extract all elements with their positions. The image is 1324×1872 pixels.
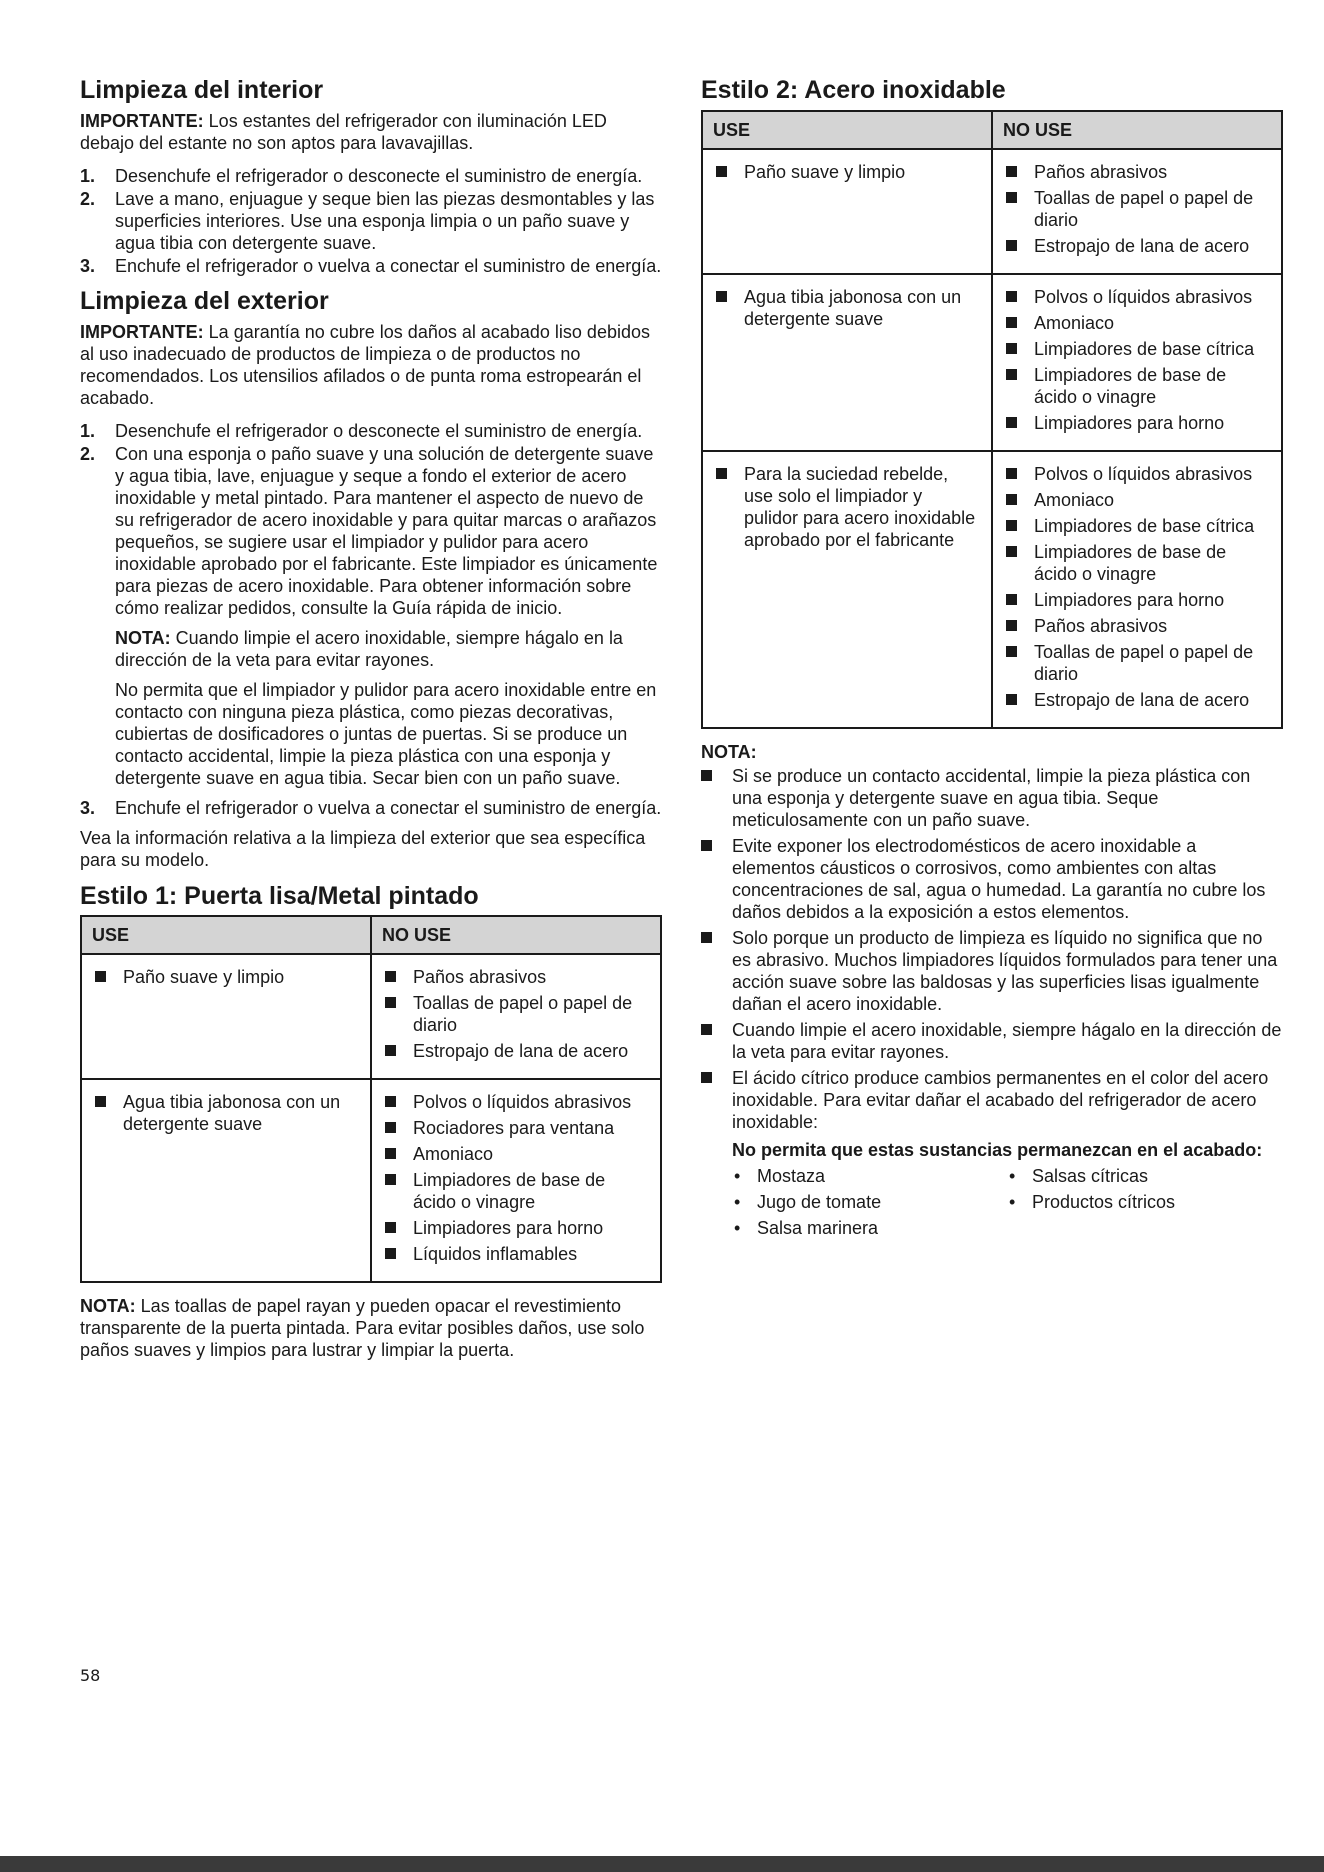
step-text: Con una esponja o paño suave y una solución de detergente suave y agua tibia, lave, enjuague y seque a fondo el exterior de acero inoxidable y metal pintado. Para mantener el aspecto de nuevo de su refrigerador de acero inoxidable y para quitar marcas o arañazos pequeños, se sugiere usar el limpiador y pulidor para acero inoxidable aprobado por el fabricante. Este limpiador es únicamente para piezas de acero inoxidable. Para obtener información sobre cómo realizar pedidos, consulte la Guía rápida de inicio. bbox=[115, 443, 658, 618]
style1-heading: Estilo 1: Puerta lisa/Metal pintado bbox=[80, 881, 479, 910]
table-row bbox=[81, 954, 661, 1079]
table-header-row bbox=[702, 111, 1282, 149]
list-item: Paño suave y limpio bbox=[713, 161, 981, 183]
use-cell bbox=[702, 274, 992, 451]
step-text: Enchufe el refrigerador o vuelva a conectar el suministro de energía. bbox=[115, 797, 662, 818]
list-item: Amoniaco bbox=[382, 1143, 650, 1165]
substance-item: • Jugo de tomate bbox=[732, 1191, 1007, 1213]
list-item: Polvos o líquidos abrasivos bbox=[1003, 286, 1271, 308]
note-item: El ácido cítrico produce cambios permanentes en el color del acero inoxidable. Para evitar dañar el acabado del refrigerador de acero inoxidable: bbox=[701, 1067, 1283, 1133]
exterior-step bbox=[80, 420, 662, 442]
list-item: Estropajo de lana de acero bbox=[1003, 689, 1271, 711]
exterior-important bbox=[80, 321, 662, 409]
substances-list bbox=[732, 1165, 1283, 1243]
list-item: Limpiadores para horno bbox=[1003, 589, 1271, 611]
style1-nota bbox=[80, 1295, 662, 1361]
important-text: La garantía no cubre los daños al acabado liso debidos al uso inadecuado de productos de limpieza o de productos no recomendados. Los utensilios afilados o de punta roma estropearán el acabado. bbox=[80, 321, 650, 408]
substance-item: • Mostaza bbox=[732, 1165, 1007, 1187]
important-text: Los estantes del refrigerador con iluminación LED debajo del estante no son aptos para lavavajillas. bbox=[80, 110, 607, 153]
no-use-cell bbox=[992, 451, 1282, 728]
step-text: Desenchufe el refrigerador o desconecte el suministro de energía. bbox=[115, 420, 643, 441]
step-nota bbox=[115, 627, 662, 671]
use-cell bbox=[81, 954, 371, 1079]
page-number: 58 bbox=[80, 1666, 101, 1685]
table-row bbox=[81, 1079, 661, 1282]
use-cell bbox=[702, 451, 992, 728]
list-item: Agua tibia jabonosa con un detergente suave bbox=[713, 286, 981, 330]
table-row bbox=[702, 274, 1282, 451]
col-no-use-header: NO USE bbox=[992, 111, 1282, 149]
list-item: Toallas de papel o papel de diario bbox=[382, 992, 650, 1036]
list-item: Polvos o líquidos abrasivos bbox=[382, 1091, 650, 1113]
list-item: Amoniaco bbox=[1003, 489, 1271, 511]
col-use-header: USE bbox=[81, 916, 371, 954]
style2-table bbox=[701, 110, 1283, 729]
nota-label: NOTA: bbox=[115, 627, 171, 648]
notes-list bbox=[701, 765, 1283, 1133]
col-no-use-header: NO USE bbox=[371, 916, 661, 954]
list-item: Agua tibia jabonosa con un detergente suave bbox=[92, 1091, 360, 1135]
interior-step bbox=[80, 165, 662, 187]
note-item: Evite exponer los electrodomésticos de acero inoxidable a elementos cáusticos o corrosivos, como ambientes con altas concentraciones de sal, agua o humedad. La garantía no cubre los daños debidos a la exposición a estos elementos. bbox=[701, 835, 1283, 923]
step-extra: No permita que el limpiador y pulidor para acero inoxidable entre en contacto con ninguna pieza plástica, como piezas decorativas, cubiertas de dosificadores o juntas de puertas. Si se produce un contacto accidental, limpie la pieza plástica con una esponja y detergente suave en agua tibia. Secar bien con un paño suave. bbox=[115, 679, 657, 788]
list-item: Limpiadores para horno bbox=[382, 1217, 650, 1239]
list-item: Paños abrasivos bbox=[1003, 615, 1271, 637]
style2-heading: Estilo 2: Acero inoxidable bbox=[701, 76, 1006, 104]
no-use-cell bbox=[371, 1079, 661, 1282]
list-item: Limpiadores para horno bbox=[1003, 412, 1271, 434]
see-info: Vea la información relativa a la limpieza del exterior que sea específica para su modelo. bbox=[80, 827, 646, 870]
list-item: Limpiadores de base de ácido o vinagre bbox=[1003, 364, 1271, 408]
substances-warning: No permita que estas sustancias permanezcan en el acabado: bbox=[732, 1139, 1263, 1160]
note-item: Si se produce un contacto accidental, limpie la pieza plástica con una esponja y detergente suave en agua tibia. Seque meticulosamente con un paño suave. bbox=[701, 765, 1283, 831]
list-item: Paño suave y limpio bbox=[92, 966, 360, 988]
table-row bbox=[702, 149, 1282, 274]
table-row bbox=[702, 451, 1282, 728]
exterior-step bbox=[80, 443, 662, 789]
bottom-bar bbox=[0, 1856, 1324, 1872]
list-item: Paños abrasivos bbox=[1003, 161, 1271, 183]
substance-item: • Salsas cítricas bbox=[1007, 1165, 1282, 1187]
list-item: Estropajo de lana de acero bbox=[382, 1040, 650, 1062]
nota-text: Las toallas de papel rayan y pueden opacar el revestimiento transparente de la puerta pintada. Para evitar posibles daños, use solo paños suaves y limpios para lustrar y limpiar la puerta. bbox=[80, 1296, 645, 1361]
step-number: 2. bbox=[80, 188, 96, 209]
exterior-steps bbox=[80, 420, 662, 819]
note-item: Cuando limpie el acero inoxidable, siempre hágalo en la dirección de la veta para evitar rayones. bbox=[701, 1019, 1283, 1063]
interior-step bbox=[80, 188, 662, 254]
interior-important bbox=[80, 110, 662, 154]
important-label: IMPORTANTE: bbox=[80, 321, 204, 342]
no-use-cell bbox=[371, 954, 661, 1079]
interior-step bbox=[80, 255, 662, 277]
interior-steps bbox=[80, 165, 662, 277]
list-item: Líquidos inflamables bbox=[382, 1243, 650, 1265]
step-number: 3. bbox=[80, 255, 96, 276]
list-item: Amoniaco bbox=[1003, 312, 1271, 334]
note-item: Solo porque un producto de limpieza es líquido no significa que no es abrasivo. Muchos limpiadores líquidos formulados para tener una acción suave sobre las baldosas y las superficies lisas igualmente dañan el acero inoxidable. bbox=[701, 927, 1283, 1015]
exterior-heading: Limpieza del exterior bbox=[80, 286, 329, 315]
step-number: 1. bbox=[80, 165, 96, 186]
col-use-header: USE bbox=[702, 111, 992, 149]
list-item: Toallas de papel o papel de diario bbox=[1003, 641, 1271, 685]
list-item: Rociadores para ventana bbox=[382, 1117, 650, 1139]
list-item: Limpiadores de base cítrica bbox=[1003, 338, 1271, 360]
step-number: 1. bbox=[80, 420, 96, 441]
list-item: Toallas de papel o papel de diario bbox=[1003, 187, 1271, 231]
nota-text: Cuando limpie el acero inoxidable, siempre hágalo en la dirección de la veta para evitar rayones. bbox=[115, 627, 623, 670]
list-item: Limpiadores de base de ácido o vinagre bbox=[382, 1169, 650, 1213]
nota-label: NOTA: bbox=[701, 741, 757, 762]
important-label: IMPORTANTE: bbox=[80, 110, 204, 131]
step-number: 3. bbox=[80, 797, 96, 818]
style1-table bbox=[80, 915, 662, 1283]
list-item: Limpiadores de base cítrica bbox=[1003, 515, 1271, 537]
list-item: Para la suciedad rebelde, use solo el limpiador y pulidor para acero inoxidable aprobado por el fabricante bbox=[713, 463, 981, 551]
step-text: Desenchufe el refrigerador o desconecte el suministro de energía. bbox=[115, 165, 643, 186]
list-item: Estropajo de lana de acero bbox=[1003, 235, 1271, 257]
right-column bbox=[701, 76, 1283, 1243]
use-cell bbox=[702, 149, 992, 274]
substance-item: • Productos cítricos bbox=[1007, 1191, 1282, 1213]
use-cell bbox=[81, 1079, 371, 1282]
list-item: Limpiadores de base de ácido o vinagre bbox=[1003, 541, 1271, 585]
list-item: Paños abrasivos bbox=[382, 966, 650, 988]
substance-item: • Salsa marinera bbox=[732, 1217, 1007, 1239]
step-number: 2. bbox=[80, 443, 96, 464]
no-use-cell bbox=[992, 274, 1282, 451]
step-text: Enchufe el refrigerador o vuelva a conectar el suministro de energía. bbox=[115, 255, 662, 276]
step-text: Lave a mano, enjuague y seque bien las piezas desmontables y las superficies interiores. Use una esponja limpia o un paño suave y agua tibia con detergente suave. bbox=[115, 188, 655, 253]
table-header-row bbox=[81, 916, 661, 954]
exterior-step bbox=[80, 797, 662, 819]
no-use-cell bbox=[992, 149, 1282, 274]
interior-heading: Limpieza del interior bbox=[80, 76, 324, 104]
left-column bbox=[80, 76, 662, 1361]
nota-label: NOTA: bbox=[80, 1296, 136, 1317]
list-item: Polvos o líquidos abrasivos bbox=[1003, 463, 1271, 485]
